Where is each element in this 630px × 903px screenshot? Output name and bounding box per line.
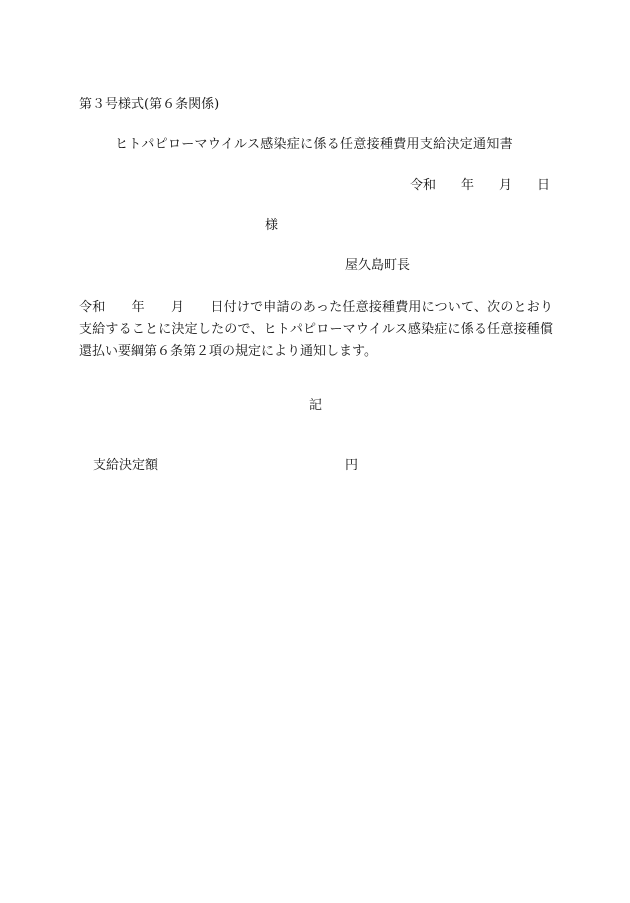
body-era: 令和 <box>79 300 106 315</box>
body-text: 日付けで申請のあった任意接種費用について、次のとおり支給することに決定したので、ヒトパピローマウイルス感染症に係る任意接種償還払い要綱第６条第２項の規定により通知します。 <box>79 300 553 359</box>
addressee-suffix: 様 <box>265 218 279 233</box>
date-line <box>410 179 550 192</box>
document-title: ヒトパピローマウイルス感染症に係る任意接種費用支給決定通知書 <box>115 137 513 152</box>
amount-unit: 円 <box>345 458 359 473</box>
issuer-name: 屋久島町長 <box>345 258 411 273</box>
body-month-unit: 月 <box>170 300 185 315</box>
form-number: 第３号様式(第６条関係) <box>79 97 220 112</box>
body-year-unit: 年 <box>131 300 145 315</box>
date-day-unit: 日 <box>536 178 550 193</box>
date-month-unit: 月 <box>498 178 512 193</box>
notification-body <box>79 297 553 363</box>
ki-heading: 記 <box>309 398 323 413</box>
date-year-unit: 年 <box>460 178 474 193</box>
amount-label: 支給決定額 <box>93 458 159 473</box>
date-era: 令和 <box>409 178 436 193</box>
